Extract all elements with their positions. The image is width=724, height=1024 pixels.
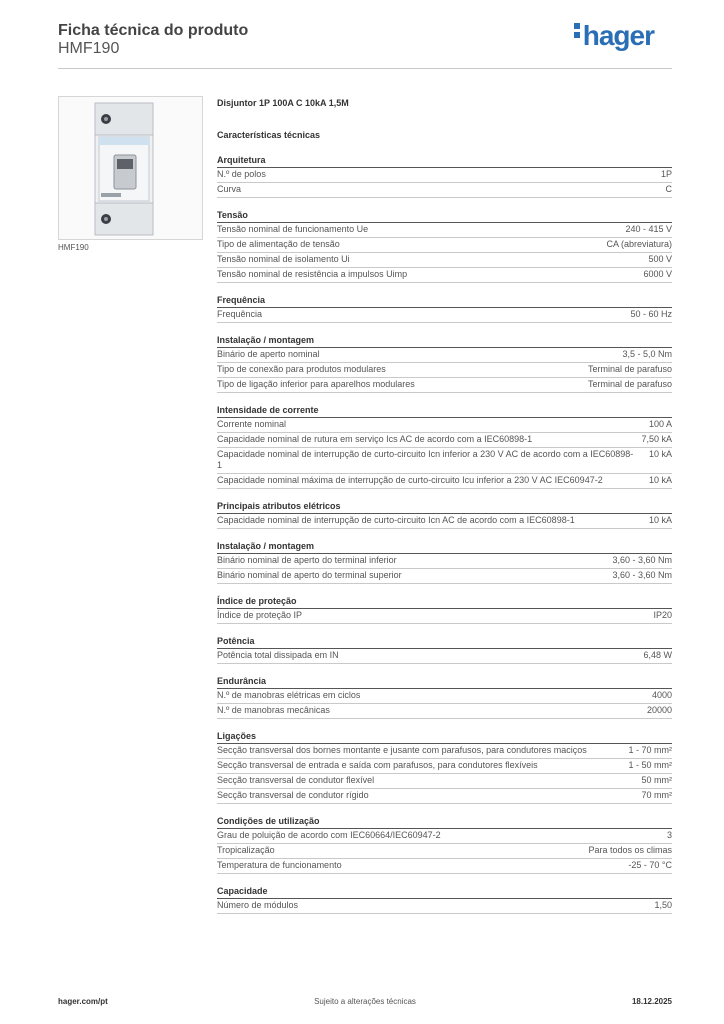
spec-group-title: Endurância (217, 673, 672, 689)
spec-label: Secção transversal de condutor flexível (217, 775, 375, 785)
spec-value: 100 A (648, 419, 672, 429)
spec-label: Frequência (217, 309, 263, 319)
spec-label: Binário de aperto nominal (217, 349, 320, 359)
doc-title: Ficha técnica do produto (58, 22, 249, 39)
spec-row (217, 689, 672, 704)
spec-value: 10 kA (648, 449, 672, 459)
spec-group-title: Tensão (217, 207, 672, 223)
spec-group (217, 538, 672, 584)
spec-row (217, 238, 672, 253)
spec-value: 4000 (651, 690, 672, 700)
spec-row (217, 774, 672, 789)
spec-value: 10 kA (648, 475, 672, 485)
spec-row (217, 433, 672, 448)
spec-row (217, 744, 672, 759)
logo-text: hager (582, 20, 654, 51)
spec-group-title: Frequência (217, 292, 672, 308)
spec-value: IP20 (653, 610, 672, 620)
product-image-caption: HMF190 (58, 243, 89, 252)
spec-label: Corrente nominal (217, 419, 287, 429)
page-header (58, 20, 672, 70)
spec-value: -25 - 70 °C (628, 860, 672, 870)
spec-value: 3,5 - 5,0 Nm (622, 349, 672, 359)
footer-disclaimer: Sujeito a alterações técnicas (314, 997, 416, 1006)
hager-logo (574, 20, 654, 52)
spec-value: CA (abreviatura) (606, 239, 672, 249)
spec-value: 7,50 kA (641, 434, 672, 444)
spec-group-title: Instalação / montagem (217, 538, 672, 554)
spec-label: N.º de manobras elétricas em ciclos (217, 690, 361, 700)
spec-value: 6,48 W (643, 650, 672, 660)
spec-group (217, 673, 672, 719)
spec-group-title: Ligações (217, 728, 672, 744)
spec-group (217, 883, 672, 914)
spec-row (217, 253, 672, 268)
spec-label: N.º de polos (217, 169, 266, 179)
spec-row (217, 448, 672, 474)
spec-row (217, 363, 672, 378)
spec-row (217, 348, 672, 363)
spec-group (217, 728, 672, 804)
spec-label: Temperatura de funcionamento (217, 860, 342, 870)
spec-row (217, 514, 672, 529)
section-heading: Características técnicas (217, 130, 321, 140)
spec-label: Número de módulos (217, 900, 299, 910)
spec-row (217, 474, 672, 489)
footer-date: 18.12.2025 (631, 997, 672, 1006)
spec-value: 1,50 (654, 900, 672, 910)
spec-row (217, 418, 672, 433)
spec-value: 500 V (648, 254, 672, 264)
spec-value: 6000 V (643, 269, 672, 279)
spec-label: Capacidade nominal de interrupção de curto-circuito Icn inferior a 230 V AC de acordo com a IEC60898-1 (217, 449, 634, 470)
spec-label: Tipo de conexão para produtos modulares (217, 364, 386, 374)
spec-label: Capacidade nominal de rutura em serviço Ics AC de acordo com a IEC60898-1 (217, 434, 533, 444)
spec-group (217, 593, 672, 624)
spec-label: Índice de proteção IP (217, 610, 303, 620)
spec-row (217, 704, 672, 719)
spec-row (217, 789, 672, 804)
spec-value: 3,60 - 3,60 Nm (612, 570, 672, 580)
spec-group-title: Intensidade de corrente (217, 402, 672, 418)
spec-label: Capacidade nominal máxima de interrupção de curto-circuito Icu inferior a 230 V AC IEC60947-2 (217, 475, 603, 485)
spec-row (217, 378, 672, 393)
spec-label: Capacidade nominal de interrupção de curto-circuito Icn AC de acordo com a IEC60898-1 (217, 515, 575, 525)
spec-value: 10 kA (648, 515, 672, 525)
spec-row (217, 168, 672, 183)
doc-subtitle: HMF190 (58, 40, 120, 57)
spec-label: Secção transversal de condutor rígido (217, 790, 369, 800)
spec-group (217, 207, 672, 283)
product-image (58, 96, 203, 240)
spec-row (217, 308, 672, 323)
spec-value: Terminal de parafuso (587, 364, 672, 374)
spec-group (217, 402, 672, 489)
spec-label: Secção transversal dos bornes montante e jusante com parafusos, para condutores maciços (217, 745, 587, 755)
spec-value: Para todos os climas (588, 845, 672, 855)
spec-row (217, 899, 672, 914)
spec-row (217, 649, 672, 664)
spec-label: Tensão nominal de resistência a impulsos Uimp (217, 269, 408, 279)
spec-value: 3,60 - 3,60 Nm (612, 555, 672, 565)
spec-value: 70 mm² (641, 790, 672, 800)
spec-label: Tensão nominal de funcionamento Ue (217, 224, 369, 234)
header-divider (58, 68, 672, 69)
spec-value: 240 - 415 V (625, 224, 672, 234)
spec-row (217, 859, 672, 874)
spec-value: 20000 (646, 705, 672, 715)
spec-label: Grau de poluição de acordo com IEC60664/IEC60947-2 (217, 830, 441, 840)
spec-group-title: Índice de proteção (217, 593, 672, 609)
footer-website-link[interactable]: hager.com/pt (58, 997, 108, 1006)
spec-row (217, 609, 672, 624)
spec-value: 1 - 50 mm² (628, 760, 672, 770)
spec-value: 50 mm² (641, 775, 672, 785)
spec-group-title: Principais atributos elétricos (217, 498, 672, 514)
spec-label: Tipo de alimentação de tensão (217, 239, 340, 249)
spec-value: 1 - 70 mm² (628, 745, 672, 755)
spec-label: Tensão nominal de isolamento Ui (217, 254, 350, 264)
spec-group-title: Instalação / montagem (217, 332, 672, 348)
spec-label: Secção transversal de entrada e saída com parafusos, para condutores flexíveis (217, 760, 538, 770)
spec-row (217, 554, 672, 569)
spec-group (217, 633, 672, 664)
spec-group (217, 813, 672, 874)
spec-value: Terminal de parafuso (587, 379, 672, 389)
spec-row (217, 759, 672, 774)
spec-value: 1P (660, 169, 672, 179)
spec-content (217, 96, 672, 923)
spec-value: 50 - 60 Hz (630, 309, 672, 319)
spec-label: Curva (217, 184, 242, 194)
spec-value: 3 (666, 830, 672, 840)
circuit-breaker-icon (59, 97, 202, 239)
logo-dots-icon (574, 20, 580, 41)
product-name: Disjuntor 1P 100A C 10kA 1,5M (217, 98, 349, 108)
spec-label: Tropicalização (217, 845, 275, 855)
spec-row (217, 183, 672, 198)
spec-group-title: Arquitetura (217, 152, 672, 168)
spec-row (217, 569, 672, 584)
spec-row (217, 223, 672, 238)
spec-label: Potência total dissipada em IN (217, 650, 339, 660)
spec-group-title: Capacidade (217, 883, 672, 899)
spec-label: N.º de manobras mecânicas (217, 705, 330, 715)
spec-group-title: Condições de utilização (217, 813, 672, 829)
spec-label: Binário nominal de aperto do terminal inferior (217, 555, 397, 565)
spec-label: Binário nominal de aperto do terminal superior (217, 570, 402, 580)
spec-row (217, 268, 672, 283)
spec-group (217, 292, 672, 323)
spec-label: Tipo de ligação inferior para aparelhos modulares (217, 379, 415, 389)
spec-group-title: Potência (217, 633, 672, 649)
spec-group (217, 152, 672, 198)
spec-row (217, 844, 672, 859)
spec-row (217, 829, 672, 844)
spec-group (217, 498, 672, 529)
spec-group (217, 332, 672, 393)
spec-value: C (665, 184, 672, 194)
spec-groups (217, 152, 672, 914)
